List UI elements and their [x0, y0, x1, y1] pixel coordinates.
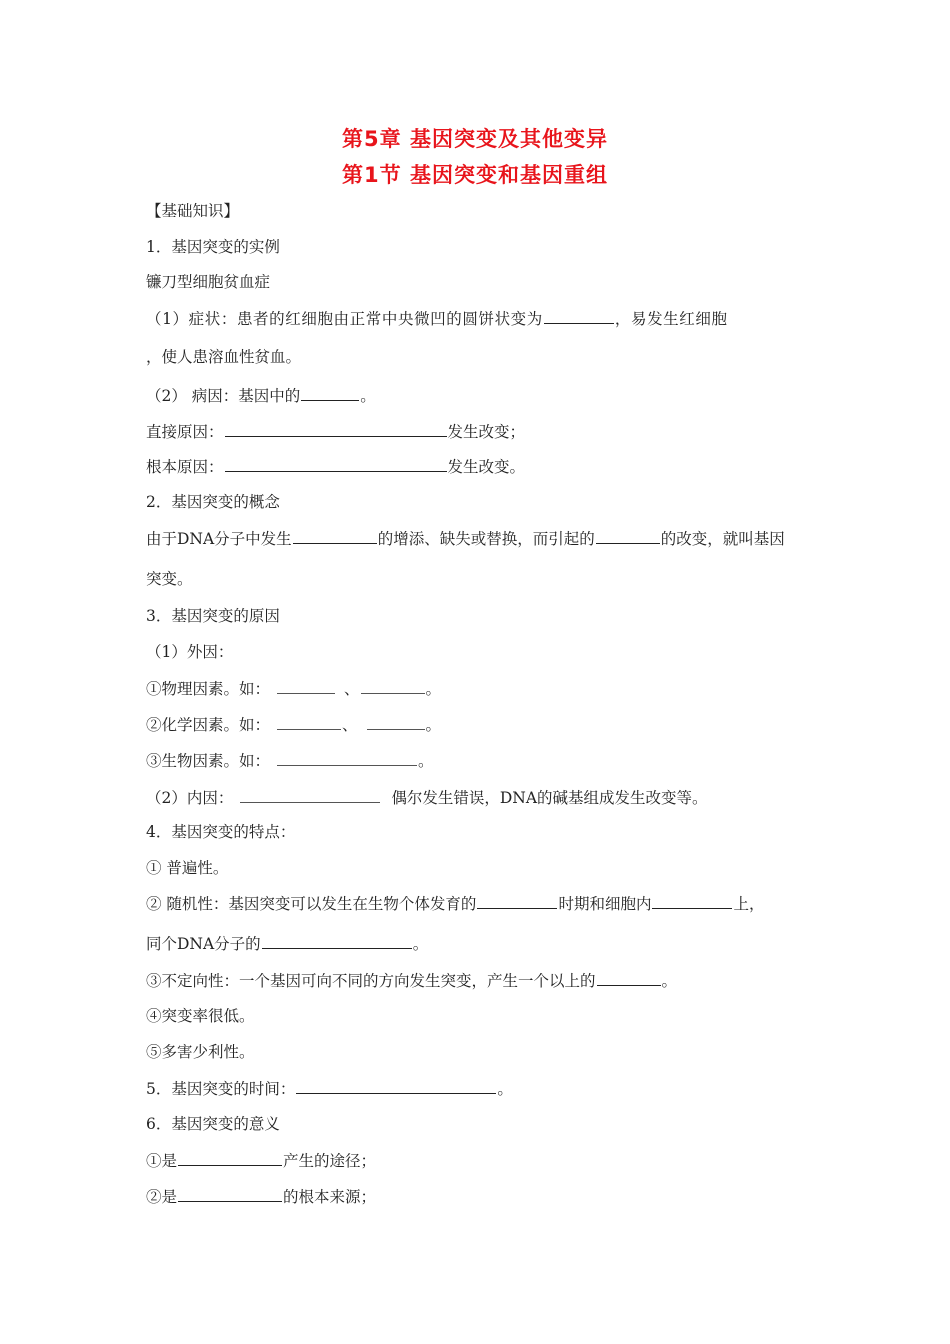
chemical-sep: 、	[342, 716, 358, 734]
concept-line	[146, 527, 785, 550]
meaning-2-line	[146, 1185, 376, 1208]
physical-end: 。	[425, 680, 442, 698]
cause-end: 。	[360, 387, 376, 405]
meaning-blank-2[interactable]	[178, 1185, 282, 1202]
physical-blank-1[interactable]	[277, 677, 335, 694]
meaning-blank-1[interactable]	[178, 1149, 282, 1166]
root-cause-blank[interactable]	[225, 455, 447, 472]
section-6-heading: 6．基因突变的意义	[146, 1115, 280, 1133]
undirected-blank[interactable]	[597, 969, 661, 986]
meaning-2-text: ②是	[146, 1188, 178, 1206]
feature-random-text-2: 时期和细胞内	[558, 895, 652, 913]
meaning-1-line	[146, 1149, 376, 1172]
symptom-line	[146, 307, 728, 330]
biological-factor-line	[146, 749, 434, 772]
symptom-line-2: ，使人患溶血性贫血。	[146, 348, 302, 366]
random-blank-3[interactable]	[262, 932, 412, 949]
cause-blank[interactable]	[301, 384, 359, 401]
section-3-heading: 3．基因突变的原因	[146, 607, 280, 625]
direct-cause-label: 直接原因：	[146, 423, 224, 441]
feature-random-end: 。	[412, 935, 429, 953]
feature-random-text-3: 上，	[733, 895, 765, 913]
direct-cause-tail: 发生改变；	[447, 423, 526, 441]
time-blank[interactable]	[296, 1077, 496, 1094]
random-blank-1[interactable]	[477, 892, 557, 909]
feature-low-rate: ④突变率很低。	[146, 1007, 255, 1025]
root-cause-tail: 发生改变。	[447, 458, 526, 476]
external-cause: （1）外因：	[146, 643, 234, 661]
internal-cause-blank[interactable]	[240, 786, 380, 803]
concept-blank-1[interactable]	[293, 527, 377, 544]
biological-factor-text: ③生物因素。如：	[146, 752, 271, 770]
concept-line-2: 突变。	[146, 570, 193, 588]
example-name: 镰刀型细胞贫血症	[146, 273, 271, 291]
section-label: 【基础知识】	[146, 202, 240, 220]
direct-cause-blank[interactable]	[225, 420, 447, 437]
concept-text-2: 的增添、缺失或替换，而引起的	[377, 530, 595, 548]
cause-line	[146, 384, 376, 407]
section-5-line	[146, 1077, 513, 1100]
physical-factor-text: ①物理因素。如：	[146, 680, 271, 698]
feature-random-text-4: 同个DNA分子的	[146, 935, 261, 953]
section-5-heading: 5．基因突变的时间：	[146, 1080, 296, 1098]
concept-blank-2[interactable]	[596, 527, 660, 544]
chemical-blank-1[interactable]	[277, 713, 341, 730]
physical-blank-2[interactable]	[361, 677, 425, 694]
symptom-text: （1）症状：患者的红细胞由正常中央微凹的圆饼状变为	[146, 310, 543, 328]
root-cause-line	[146, 455, 525, 478]
feature-undirected-text: ③不定向性：一个基因可向不同的方向发生突变，产生一个以上的	[146, 972, 596, 990]
symptom-text-2: ，易发生红细胞	[614, 310, 728, 328]
chemical-end: 。	[425, 716, 442, 734]
feature-mostly-harmful: ⑤多害少利性。	[146, 1043, 255, 1061]
concept-text-3: 的改变，就叫基因	[660, 530, 785, 548]
internal-cause-tail: 偶尔发生错误，DNA的碱基组成发生改变等。	[391, 789, 708, 807]
chemical-factor-line	[146, 713, 441, 736]
physical-sep: 、	[344, 680, 360, 698]
section-2-heading: 2．基因突变的概念	[146, 493, 280, 511]
feature-undirected-line	[146, 969, 677, 992]
root-cause-label: 根本原因：	[146, 458, 224, 476]
section-4-heading: 4．基因突变的特点：	[146, 823, 296, 841]
physical-factor-line	[146, 677, 441, 700]
feature-undirected-end: 。	[661, 972, 678, 990]
meaning-1-tail: 产生的途径；	[283, 1152, 377, 1170]
cause-text: （2） 病因：基因中的	[146, 387, 301, 405]
feature-universal: ① 普遍性。	[146, 859, 229, 877]
page-title: 第5章 基因突变及其他变异	[342, 127, 608, 151]
meaning-1-text: ①是	[146, 1152, 178, 1170]
feature-random-line-2	[146, 932, 428, 955]
chemical-blank-2[interactable]	[367, 713, 425, 730]
section-5-end: 。	[497, 1080, 513, 1098]
meaning-2-tail: 的根本来源；	[283, 1188, 377, 1206]
feature-random-line	[146, 892, 764, 915]
page-subtitle: 第1节 基因突变和基因重组	[342, 163, 608, 187]
feature-random-text: ② 随机性：基因突变可以发生在生物个体发育的	[146, 895, 477, 913]
biological-end: 。	[418, 752, 434, 770]
section-1-heading: 1．基因突变的实例	[146, 238, 280, 256]
direct-cause-line	[146, 420, 525, 443]
symptom-blank[interactable]	[544, 307, 614, 324]
internal-cause-label: （2）内因：	[146, 789, 234, 807]
internal-cause-line	[146, 786, 708, 809]
random-blank-2[interactable]	[652, 892, 732, 909]
chemical-factor-text: ②化学因素。如：	[146, 716, 271, 734]
biological-blank[interactable]	[277, 749, 417, 766]
concept-text: 由于DNA分子中发生	[146, 530, 292, 548]
